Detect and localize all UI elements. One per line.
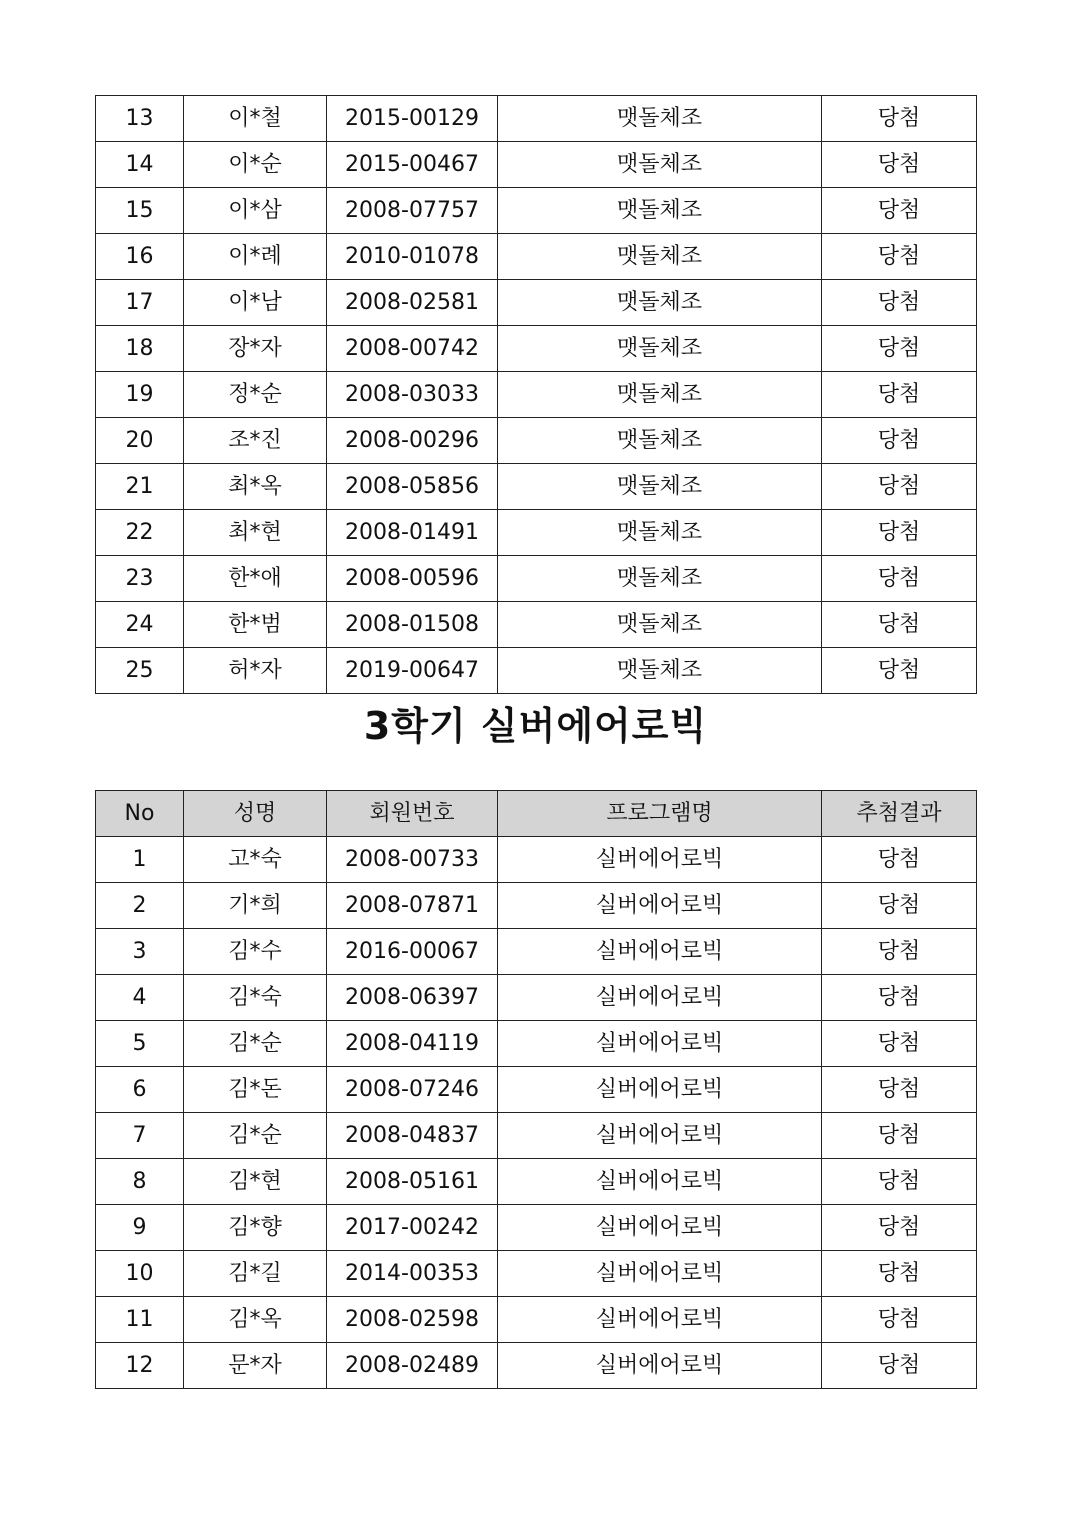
cell-program: 맷돌체조 bbox=[498, 188, 822, 234]
cell-result: 당첨 bbox=[822, 929, 977, 975]
cell-member-id: 2008-07871 bbox=[327, 883, 498, 929]
cell-member-id: 2008-01508 bbox=[327, 602, 498, 648]
cell-program: 맷돌체조 bbox=[498, 418, 822, 464]
cell-program: 실버에어로빅 bbox=[498, 883, 822, 929]
cell-member-id: 2008-07246 bbox=[327, 1067, 498, 1113]
cell-result: 당첨 bbox=[822, 1021, 977, 1067]
cell-name: 이*남 bbox=[184, 280, 327, 326]
cell-name: 기*희 bbox=[184, 883, 327, 929]
cell-name: 정*순 bbox=[184, 372, 327, 418]
cell-no: 16 bbox=[96, 234, 184, 280]
table-row bbox=[96, 883, 977, 929]
cell-result: 당첨 bbox=[822, 372, 977, 418]
header-member-id: 회원번호 bbox=[327, 791, 498, 837]
table-row bbox=[96, 556, 977, 602]
cell-result: 당첨 bbox=[822, 1067, 977, 1113]
cell-program: 실버에어로빅 bbox=[498, 1251, 822, 1297]
cell-no: 23 bbox=[96, 556, 184, 602]
cell-no: 5 bbox=[96, 1021, 184, 1067]
cell-member-id: 2008-04119 bbox=[327, 1021, 498, 1067]
cell-member-id: 2008-02489 bbox=[327, 1343, 498, 1389]
cell-result: 당첨 bbox=[822, 1113, 977, 1159]
header-name: 성명 bbox=[184, 791, 327, 837]
cell-program: 맷돌체조 bbox=[498, 464, 822, 510]
cell-result: 당첨 bbox=[822, 280, 977, 326]
cell-name: 김*순 bbox=[184, 1113, 327, 1159]
table-row bbox=[96, 280, 977, 326]
cell-program: 실버에어로빅 bbox=[498, 1067, 822, 1113]
section-title: 3학기 실버에어로빅 bbox=[363, 704, 708, 748]
table-row bbox=[96, 602, 977, 648]
cell-no: 8 bbox=[96, 1159, 184, 1205]
table-row bbox=[96, 1067, 977, 1113]
header-result: 추첨결과 bbox=[822, 791, 977, 837]
previous-program-results-table bbox=[95, 95, 977, 694]
cell-member-id: 2008-00296 bbox=[327, 418, 498, 464]
cell-result: 당첨 bbox=[822, 418, 977, 464]
cell-program: 맷돌체조 bbox=[498, 372, 822, 418]
cell-program: 맷돌체조 bbox=[498, 326, 822, 372]
cell-name: 김*현 bbox=[184, 1159, 327, 1205]
cell-name: 김*수 bbox=[184, 929, 327, 975]
header-program: 프로그램명 bbox=[498, 791, 822, 837]
cell-no: 10 bbox=[96, 1251, 184, 1297]
cell-result: 당첨 bbox=[822, 556, 977, 602]
cell-member-id: 2008-04837 bbox=[327, 1113, 498, 1159]
table-row bbox=[96, 648, 977, 694]
cell-result: 당첨 bbox=[822, 975, 977, 1021]
cell-name: 장*자 bbox=[184, 326, 327, 372]
cell-program: 실버에어로빅 bbox=[498, 1159, 822, 1205]
cell-no: 7 bbox=[96, 1113, 184, 1159]
silver-aerobics-results-body bbox=[96, 837, 977, 1389]
cell-name: 이*철 bbox=[184, 96, 327, 142]
cell-name: 이*례 bbox=[184, 234, 327, 280]
table-row bbox=[96, 1159, 977, 1205]
cell-name: 최*옥 bbox=[184, 464, 327, 510]
cell-member-id: 2010-01078 bbox=[327, 234, 498, 280]
table-row bbox=[96, 975, 977, 1021]
cell-program: 실버에어로빅 bbox=[498, 1297, 822, 1343]
cell-member-id: 2008-06397 bbox=[327, 975, 498, 1021]
cell-program: 실버에어로빅 bbox=[498, 1021, 822, 1067]
cell-result: 당첨 bbox=[822, 510, 977, 556]
cell-program: 맷돌체조 bbox=[498, 96, 822, 142]
header-row bbox=[96, 791, 977, 837]
cell-result: 당첨 bbox=[822, 648, 977, 694]
cell-program: 맷돌체조 bbox=[498, 556, 822, 602]
cell-member-id: 2008-00596 bbox=[327, 556, 498, 602]
cell-result: 당첨 bbox=[822, 1205, 977, 1251]
table-row bbox=[96, 326, 977, 372]
table-header bbox=[96, 791, 977, 837]
cell-member-id: 2008-02598 bbox=[327, 1297, 498, 1343]
cell-program: 맷돌체조 bbox=[498, 602, 822, 648]
cell-member-id: 2008-02581 bbox=[327, 280, 498, 326]
cell-name: 조*진 bbox=[184, 418, 327, 464]
header-no: No bbox=[96, 791, 184, 837]
cell-member-id: 2008-01491 bbox=[327, 510, 498, 556]
cell-member-id: 2008-00733 bbox=[327, 837, 498, 883]
cell-no: 18 bbox=[96, 326, 184, 372]
cell-result: 당첨 bbox=[822, 1251, 977, 1297]
cell-member-id: 2008-07757 bbox=[327, 188, 498, 234]
cell-no: 6 bbox=[96, 1067, 184, 1113]
cell-no: 25 bbox=[96, 648, 184, 694]
cell-result: 당첨 bbox=[822, 883, 977, 929]
cell-result: 당첨 bbox=[822, 1343, 977, 1389]
cell-name: 문*자 bbox=[184, 1343, 327, 1389]
table-row bbox=[96, 234, 977, 280]
cell-result: 당첨 bbox=[822, 96, 977, 142]
table-row bbox=[96, 142, 977, 188]
cell-member-id: 2015-00129 bbox=[327, 96, 498, 142]
cell-member-id: 2014-00353 bbox=[327, 1251, 498, 1297]
cell-no: 20 bbox=[96, 418, 184, 464]
table-row bbox=[96, 372, 977, 418]
table-row bbox=[96, 464, 977, 510]
cell-name: 김*향 bbox=[184, 1205, 327, 1251]
cell-no: 2 bbox=[96, 883, 184, 929]
cell-program: 맷돌체조 bbox=[498, 142, 822, 188]
cell-member-id: 2015-00467 bbox=[327, 142, 498, 188]
cell-name: 김*숙 bbox=[184, 975, 327, 1021]
cell-no: 19 bbox=[96, 372, 184, 418]
cell-name: 김*돈 bbox=[184, 1067, 327, 1113]
cell-no: 3 bbox=[96, 929, 184, 975]
cell-name: 허*자 bbox=[184, 648, 327, 694]
cell-member-id: 2008-00742 bbox=[327, 326, 498, 372]
cell-member-id: 2008-03033 bbox=[327, 372, 498, 418]
cell-program: 맷돌체조 bbox=[498, 280, 822, 326]
cell-no: 14 bbox=[96, 142, 184, 188]
cell-program: 맷돌체조 bbox=[498, 234, 822, 280]
cell-program: 실버에어로빅 bbox=[498, 1343, 822, 1389]
cell-program: 실버에어로빅 bbox=[498, 837, 822, 883]
cell-name: 한*범 bbox=[184, 602, 327, 648]
cell-program: 맷돌체조 bbox=[498, 648, 822, 694]
cell-member-id: 2008-05161 bbox=[327, 1159, 498, 1205]
cell-program: 실버에어로빅 bbox=[498, 929, 822, 975]
cell-result: 당첨 bbox=[822, 837, 977, 883]
table-row bbox=[96, 1113, 977, 1159]
cell-name: 김*옥 bbox=[184, 1297, 327, 1343]
table-row bbox=[96, 929, 977, 975]
cell-no: 11 bbox=[96, 1297, 184, 1343]
cell-no: 1 bbox=[96, 837, 184, 883]
cell-result: 당첨 bbox=[822, 234, 977, 280]
cell-no: 22 bbox=[96, 510, 184, 556]
cell-name: 이*순 bbox=[184, 142, 327, 188]
cell-name: 이*삼 bbox=[184, 188, 327, 234]
table-row bbox=[96, 188, 977, 234]
cell-member-id: 2019-00647 bbox=[327, 648, 498, 694]
cell-result: 당첨 bbox=[822, 464, 977, 510]
cell-result: 당첨 bbox=[822, 602, 977, 648]
cell-name: 고*숙 bbox=[184, 837, 327, 883]
cell-no: 24 bbox=[96, 602, 184, 648]
cell-name: 최*현 bbox=[184, 510, 327, 556]
cell-result: 당첨 bbox=[822, 1159, 977, 1205]
cell-no: 17 bbox=[96, 280, 184, 326]
cell-no: 15 bbox=[96, 188, 184, 234]
previous-program-results-body bbox=[96, 96, 977, 694]
cell-result: 당첨 bbox=[822, 142, 977, 188]
silver-aerobics-results-table bbox=[95, 790, 977, 1389]
cell-name: 김*순 bbox=[184, 1021, 327, 1067]
cell-program: 실버에어로빅 bbox=[498, 1205, 822, 1251]
table-row bbox=[96, 837, 977, 883]
table-row bbox=[96, 510, 977, 556]
cell-no: 9 bbox=[96, 1205, 184, 1251]
table-row bbox=[96, 96, 977, 142]
table-row bbox=[96, 1021, 977, 1067]
cell-result: 당첨 bbox=[822, 188, 977, 234]
cell-no: 12 bbox=[96, 1343, 184, 1389]
table-row bbox=[96, 1205, 977, 1251]
cell-no: 21 bbox=[96, 464, 184, 510]
cell-member-id: 2017-00242 bbox=[327, 1205, 498, 1251]
cell-member-id: 2008-05856 bbox=[327, 464, 498, 510]
cell-no: 13 bbox=[96, 96, 184, 142]
cell-program: 실버에어로빅 bbox=[498, 975, 822, 1021]
cell-name: 김*길 bbox=[184, 1251, 327, 1297]
cell-name: 한*애 bbox=[184, 556, 327, 602]
cell-no: 4 bbox=[96, 975, 184, 1021]
table-row bbox=[96, 1251, 977, 1297]
cell-result: 당첨 bbox=[822, 326, 977, 372]
cell-program: 실버에어로빅 bbox=[498, 1113, 822, 1159]
table-row bbox=[96, 418, 977, 464]
cell-program: 맷돌체조 bbox=[498, 510, 822, 556]
table-row bbox=[96, 1343, 977, 1389]
table-row bbox=[96, 1297, 977, 1343]
cell-member-id: 2016-00067 bbox=[327, 929, 498, 975]
cell-result: 당첨 bbox=[822, 1297, 977, 1343]
